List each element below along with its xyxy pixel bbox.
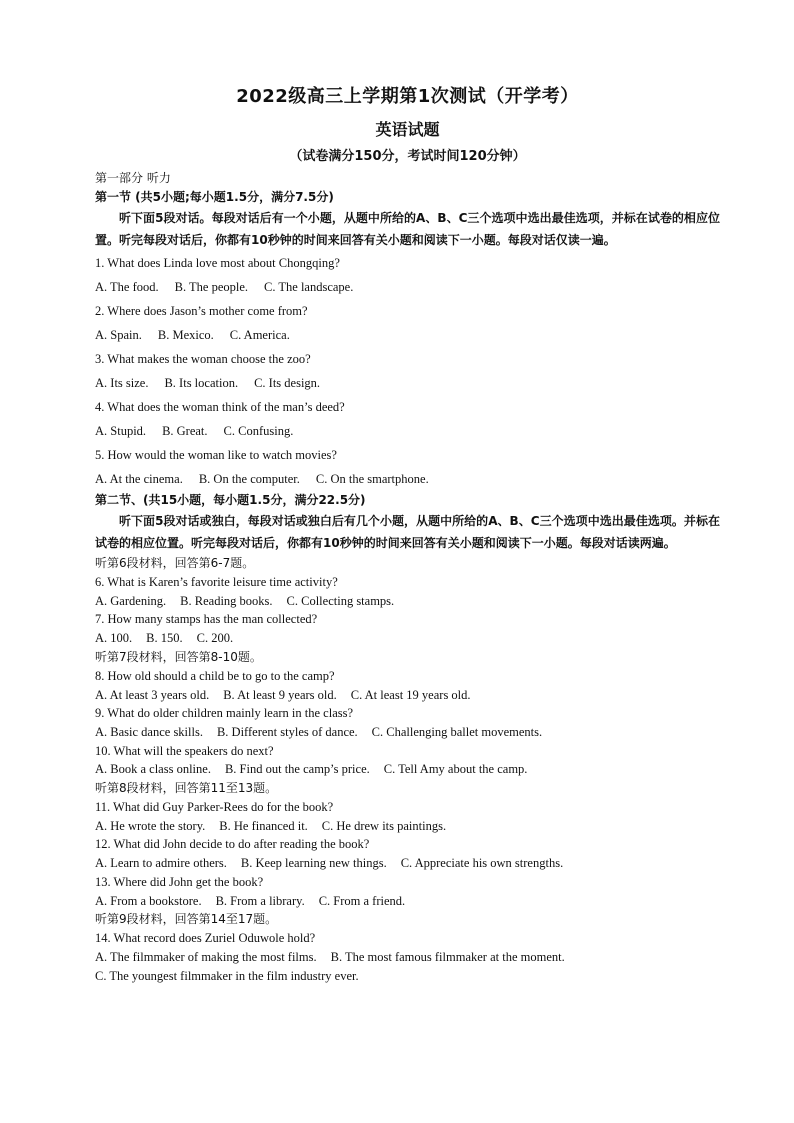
answer-option[interactable]: C. Its design. bbox=[254, 376, 321, 390]
answer-option[interactable]: C. Tell Amy about the camp. bbox=[383, 762, 528, 777]
question-text: 12. What did John decide to do after reading the book? bbox=[95, 837, 370, 852]
question-text: 9. What do older children mainly learn in the class? bbox=[95, 706, 354, 721]
exam-page bbox=[95, 85, 720, 985]
question-text: 2. Where does Jason’s mother come from? bbox=[95, 304, 308, 318]
answer-option[interactable]: A. From a bookstore. bbox=[95, 893, 202, 908]
question-text: 8. How old should a child be to go to the camp? bbox=[95, 668, 335, 683]
option-row bbox=[95, 760, 720, 779]
answer-option[interactable]: B. On the computer. bbox=[198, 472, 300, 486]
option-row bbox=[95, 467, 720, 491]
option-row bbox=[95, 967, 720, 986]
answer-option[interactable]: A. 100. bbox=[95, 631, 133, 646]
answer-option[interactable]: C. From a friend. bbox=[318, 893, 406, 908]
answer-option[interactable]: B. Its location. bbox=[164, 376, 239, 390]
exam-note: （试卷满分150分，考试时间120分钟） bbox=[289, 149, 526, 164]
answer-option[interactable]: A. He wrote the story. bbox=[95, 818, 206, 833]
answer-option[interactable]: A. The food. bbox=[95, 280, 159, 294]
answer-option[interactable]: C. On the smartphone. bbox=[315, 472, 429, 486]
question-text: 3. What makes the woman choose the zoo? bbox=[95, 352, 311, 366]
listening-group-label: 听第8段材料，回答第11至13题。 bbox=[95, 781, 278, 796]
answer-option[interactable]: B. The people. bbox=[174, 280, 249, 294]
answer-option[interactable]: A. At least 3 years old. bbox=[95, 687, 210, 702]
answer-option[interactable]: C. The youngest filmmaker in the film industry ever. bbox=[95, 968, 359, 983]
listening-group-label: 听第7段材料，回答第8-10题。 bbox=[95, 649, 262, 664]
answer-option[interactable]: A. Learn to admire others. bbox=[95, 856, 227, 871]
answer-option[interactable]: A. Book a class online. bbox=[95, 762, 211, 777]
question-text: 7. How many stamps has the man collected? bbox=[95, 612, 318, 627]
section1-heading: 第一节 (共5小题;每小题1.5分，满分7.5分) bbox=[95, 190, 334, 204]
section2-questions bbox=[95, 554, 720, 985]
option-row bbox=[95, 629, 720, 648]
option-row bbox=[95, 948, 720, 967]
section2-heading: 第二节、(共15小题，每小题1.5分，满分22.5分) bbox=[95, 493, 366, 507]
answer-option[interactable]: A. Its size. bbox=[95, 376, 149, 390]
answer-option[interactable]: C. Confusing. bbox=[223, 424, 294, 438]
answer-option[interactable]: C. The landscape. bbox=[264, 280, 354, 294]
question-text: 5. How would the woman like to watch movies? bbox=[95, 448, 337, 462]
question-text: 4. What does the woman think of the man’s deed? bbox=[95, 400, 345, 414]
answer-option[interactable]: B. Keep learning new things. bbox=[240, 856, 387, 871]
answer-option[interactable]: B. He financed it. bbox=[219, 818, 308, 833]
part-label: 第一部分 听力 bbox=[95, 171, 171, 185]
answer-option[interactable]: A. The filmmaker of making the most films. bbox=[95, 949, 317, 964]
listening-group-label: 听第6段材料，回答第6-7题。 bbox=[95, 556, 255, 570]
answer-option[interactable]: A. Stupid. bbox=[95, 424, 147, 438]
option-row bbox=[95, 817, 720, 836]
answer-option[interactable]: A. Gardening. bbox=[95, 593, 167, 608]
answer-option[interactable]: C. Appreciate his own strengths. bbox=[400, 856, 564, 871]
listening-group-label: 听第9段材料，回答第14至17题。 bbox=[95, 912, 278, 927]
answer-option[interactable]: A. Spain. bbox=[95, 328, 142, 342]
answer-option[interactable]: B. Mexico. bbox=[157, 328, 214, 342]
exam-title: 2022级高三上学期第1次测试（开学考） bbox=[236, 86, 579, 107]
question-text: 13. Where did John get the book? bbox=[95, 874, 264, 889]
answer-option[interactable]: B. Reading books. bbox=[180, 593, 273, 608]
option-row bbox=[95, 592, 720, 611]
answer-option[interactable]: B. From a library. bbox=[215, 893, 305, 908]
question-text: 6. What is Karen’s favorite leisure time activity? bbox=[95, 575, 338, 589]
option-row bbox=[95, 275, 720, 299]
section1-instructions: 听下面5段对话。每段对话后有一个小题，从题中所给的A、B、C三个选项中选出最佳选项，并标在试卷的相应位置。听完每段对话后，你都有10秒钟的时间来回答有关小题和阅读下一小题。每段对话仅读一遍。 bbox=[95, 211, 720, 247]
answer-option[interactable]: B. Find out the camp’s price. bbox=[224, 762, 370, 777]
answer-option[interactable]: C. 200. bbox=[196, 631, 234, 646]
answer-option[interactable]: A. Basic dance skills. bbox=[95, 724, 203, 739]
option-row bbox=[95, 892, 720, 911]
section1-questions bbox=[95, 251, 720, 491]
option-row bbox=[95, 854, 720, 873]
answer-option[interactable]: C. America. bbox=[229, 328, 290, 342]
answer-option[interactable]: C. He drew its paintings. bbox=[321, 818, 447, 833]
question-text: 1. What does Linda love most about Chongqing? bbox=[95, 256, 340, 270]
answer-option[interactable]: B. 150. bbox=[146, 631, 183, 646]
question-text: 10. What will the speakers do next? bbox=[95, 743, 274, 758]
question-text: 11. What did Guy Parker-Rees do for the book? bbox=[95, 800, 334, 815]
option-row bbox=[95, 686, 720, 705]
exam-subject: 英语试题 bbox=[375, 120, 440, 139]
option-row bbox=[95, 371, 720, 395]
answer-option[interactable]: B. Different styles of dance. bbox=[216, 724, 358, 739]
answer-option[interactable]: C. Challenging ballet movements. bbox=[371, 724, 543, 739]
question-text: 14. What record does Zuriel Oduwole hold? bbox=[95, 931, 316, 946]
section2-instructions: 听下面5段对话或独白，每段对话或独白后有几个小题，从题中所给的A、B、C三个选项中选出最佳选项。并标在试卷的相应位置。听完每段对话后，你都有10秒钟的时间来回答有关小题和阅读下一小题。每段对话读两遍。 bbox=[95, 514, 720, 550]
answer-option[interactable]: C. At least 19 years old. bbox=[350, 687, 471, 702]
answer-option[interactable]: B. The most famous filmmaker at the moment. bbox=[330, 949, 565, 964]
option-row bbox=[95, 723, 720, 742]
option-row bbox=[95, 323, 720, 347]
answer-option[interactable]: C. Collecting stamps. bbox=[286, 593, 395, 608]
answer-option[interactable]: A. At the cinema. bbox=[95, 472, 183, 486]
answer-option[interactable]: B. At least 9 years old. bbox=[223, 687, 337, 702]
answer-option[interactable]: B. Great. bbox=[162, 424, 208, 438]
option-row bbox=[95, 419, 720, 443]
